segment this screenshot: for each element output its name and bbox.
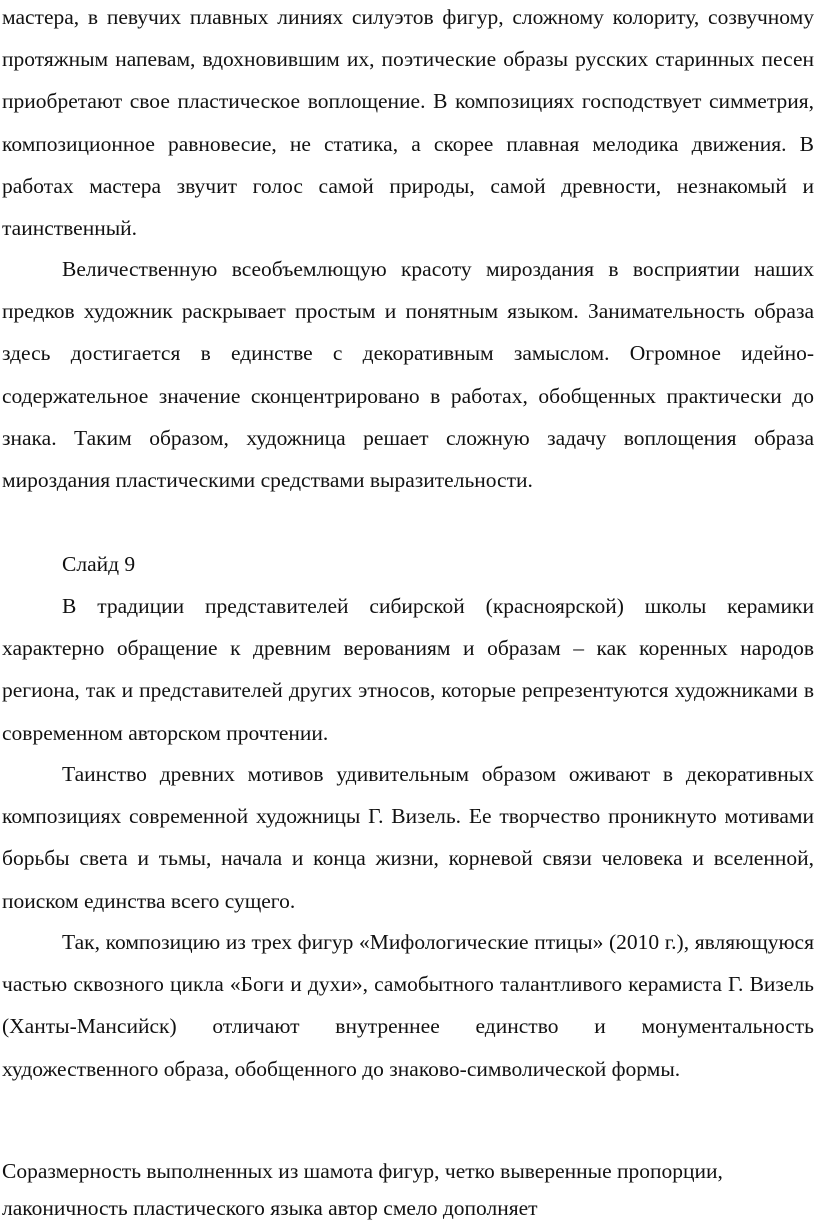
paragraph-mythological-birds: Так, композицию из трех фигур «Мифологические птицы» (2010 г.), являющуюся частью сквозного цикла «Боги и духи», самобытного талантливого керамиста Г. Визель (Ханты-Мансийск) отличают внутреннее единство и монументальность художественного образа, обобщенного до знаково-символической формы. [2, 930, 814, 1081]
paragraph-continuation: мастера, в певучих плавных линиях силуэтов фигур, сложному колориту, созвучному протяжным напевам, вдохновившим их, поэтические образы русских старинных песен приобретают свое пластическое воплощение. В композициях господствует симметрия, композиционное равновесие, не статика, а скорее плавная мелодика движения. В работах мастера звучит голос самой природы, самой древности, незнакомый и таинственный. [2, 5, 814, 241]
paragraph-universe-beauty: Величественную всеобъемлющую красоту мироздания в восприятии наших предков художник раскрывает простым и понятным языком. Занимательность образа здесь достигается в единстве с декоративным замыслом. Огромное идейно-содержательное значение сконцентрировано в работах, обобщенных практически до знака. Таким образом, художница решает сложную задачу воплощения образа мироздания пластическими средствами выразительности. [2, 257, 814, 493]
paragraph-siberian-school: В традиции представителей сибирской (красноярской) школы керамики характерно обращение к древним верованиям и образам – как коренных народов региона, так и представителей других этносов, которые репрезентуются художниками в современном авторском прочтении. [2, 594, 814, 745]
paragraph-proportion: Соразмерность выполненных из шамота фигур, четко выверенные пропорции, лаконичность пластического языка автор смело дополняет [2, 1158, 723, 1220]
slide-label: Слайд 9 [62, 552, 136, 576]
paragraph-ancient-motifs: Таинство древних мотивов удивительным образом оживают в декоративных композициях современной художницы Г. Визель. Ее творчество проникнуто мотивами борьбы света и тьмы, начала и конца жизни, корневой связи человека и вселенной, поиском единства всего сущего. [2, 762, 814, 913]
